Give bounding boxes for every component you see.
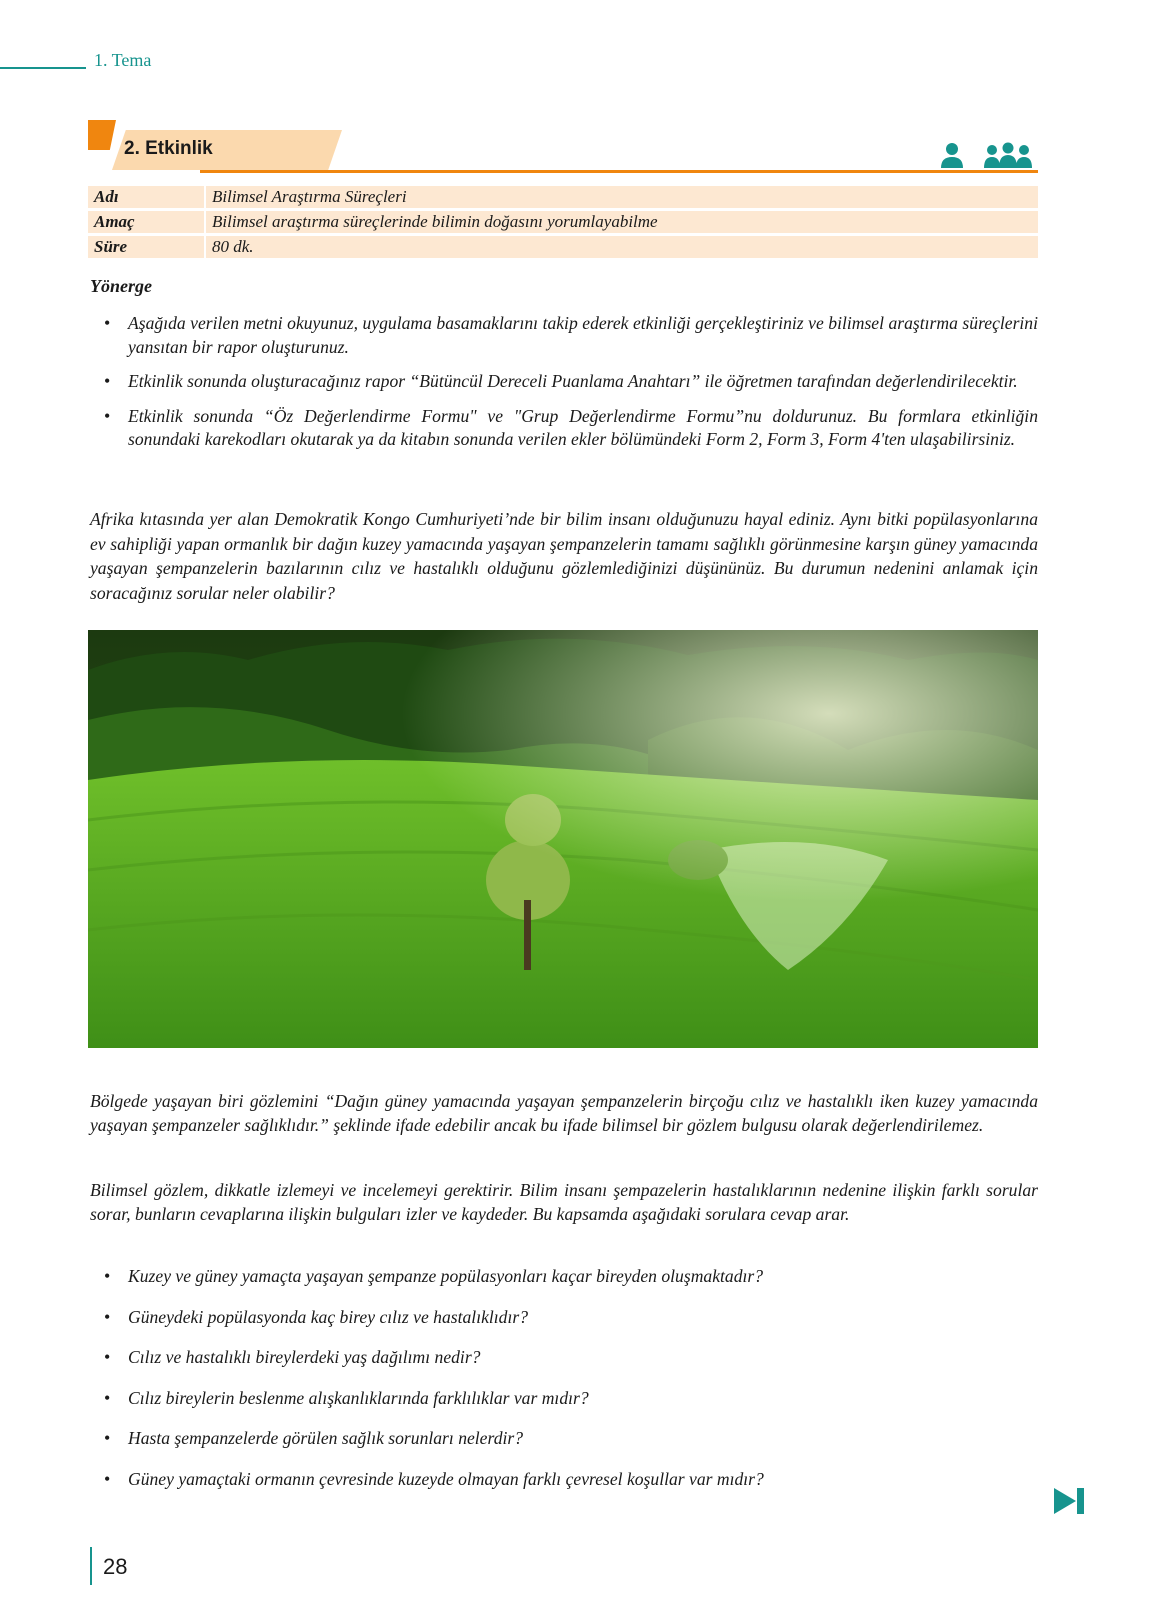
info-key: Adı bbox=[88, 186, 204, 208]
group-work-icon bbox=[984, 142, 1032, 168]
observation-paragraph: Bölgede yaşayan biri gözlemini “Dağın güney yamacında yaşayan şempanzelerin birçoğu cılız ve hastalıklı iken kuzey yamacında yaşayan şempanzeler sağlıklıdır.” şeklinde ifade edebilir ancak bu ifade bilimsel bir gözlem bulgusu olarak değerlendirilemez. bbox=[90, 1091, 1038, 1135]
questions-list bbox=[90, 1265, 1038, 1491]
question-item: • Güneydeki popülasyonda kaç birey cılız ve hastalıklıdır? bbox=[90, 1306, 1038, 1330]
question-item: • Cılız ve hastalıklı bireylerdeki yaş dağılımı nedir? bbox=[90, 1346, 1038, 1370]
instruction-item: • Aşağıda verilen metni okuyunuz, uygulama basamaklarını takip ederek etkinliği gerçekleştiriniz ve bilimsel araştırma süreçlerini yansıtan bir rapor oluşturunuz. bbox=[90, 312, 1038, 359]
activity-title-bar bbox=[88, 118, 1038, 174]
info-value: 80 dk. bbox=[206, 236, 1038, 258]
individual-work-icon bbox=[940, 142, 964, 168]
activity-underline bbox=[200, 170, 1038, 173]
theme-label: 1. Tema bbox=[94, 50, 152, 70]
next-page-icon[interactable] bbox=[1052, 1486, 1086, 1516]
info-key: Süre bbox=[88, 236, 204, 258]
info-key: Amaç bbox=[88, 211, 204, 233]
activity-info-table bbox=[88, 183, 1038, 261]
scientific-paragraph: Bilimsel gözlem, dikkatle izlemeyi ve incelemeyi gerektirir. Bilim insanı şempazelerin hastalıklarının nedenine ilişkin farklı sorular sorar, bunların cevaplarına ilişkin bulguları izler ve kaydeder. Bu kapsamda aşağıdaki sorulara cevap arar. bbox=[90, 1180, 1038, 1224]
info-row-name bbox=[88, 186, 1038, 208]
info-row-goal bbox=[88, 211, 1038, 233]
instruction-item: • Etkinlik sonunda oluşturacağınız rapor “Bütüncül Dereceli Puanlama Anahtarı” ile öğretmen tarafından değerlendirilecektir. bbox=[90, 370, 1038, 394]
instruction-item: • Etkinlik sonunda “Öz Değerlendirme Formu" ve "Grup Değerlendirme Formu”nu doldurunuz. Bu formlara etkinliğin sonundaki karekodları okutarak ya da kitabın sonunda verilen ekler bölümündeki Form 2, Form 3, Form 4'ten ulaşabilirsiniz. bbox=[90, 405, 1038, 452]
header-rule bbox=[0, 67, 86, 69]
activity-marker bbox=[88, 120, 116, 150]
page-number-rule bbox=[90, 1547, 92, 1585]
instructions-heading: Yönerge bbox=[90, 276, 152, 296]
intro-paragraph: Afrika kıtasında yer alan Demokratik Kongo Cumhuriyeti’nde bir bilim insanı olduğunuzu hayal ediniz. Aynı bitki popülasyonlarına ev sahipliği yapan ormanlık bir dağın kuzey yamacında yaşayan şempanzelerin tamamı sağlıklı görünmesine karşın güney yamacında yaşayan şempanzelerin bazılarının cılız ve hastalıklı olduğunu gözlemlediğinizi düşününüz. Bu durumun nedenini anlamak için soracağınız sorular neler olabilir? bbox=[90, 509, 1038, 603]
info-value: Bilimsel Araştırma Süreçleri bbox=[206, 186, 1038, 208]
instructions-list bbox=[90, 312, 1038, 452]
rice-terrace-photo bbox=[88, 630, 1038, 1048]
question-item: • Hasta şempanzelerde görülen sağlık sorunları nelerdir? bbox=[90, 1427, 1038, 1451]
activity-title: 2. Etkinlik bbox=[124, 138, 213, 159]
info-row-duration bbox=[88, 236, 1038, 258]
question-item: • Kuzey ve güney yamaçta yaşayan şempanze popülasyonları kaçar bireyden oluşmaktadır? bbox=[90, 1265, 1038, 1289]
question-item: • Güney yamaçtaki ormanın çevresinde kuzeyde olmayan farklı çevresel koşullar var mıdır? bbox=[90, 1468, 1038, 1492]
question-item: • Cılız bireylerin beslenme alışkanlıklarında farklılıklar var mıdır? bbox=[90, 1387, 1038, 1411]
info-value: Bilimsel araştırma süreçlerinde bilimin doğasını yorumlayabilme bbox=[206, 211, 1038, 233]
page-number: 28 bbox=[103, 1554, 128, 1579]
